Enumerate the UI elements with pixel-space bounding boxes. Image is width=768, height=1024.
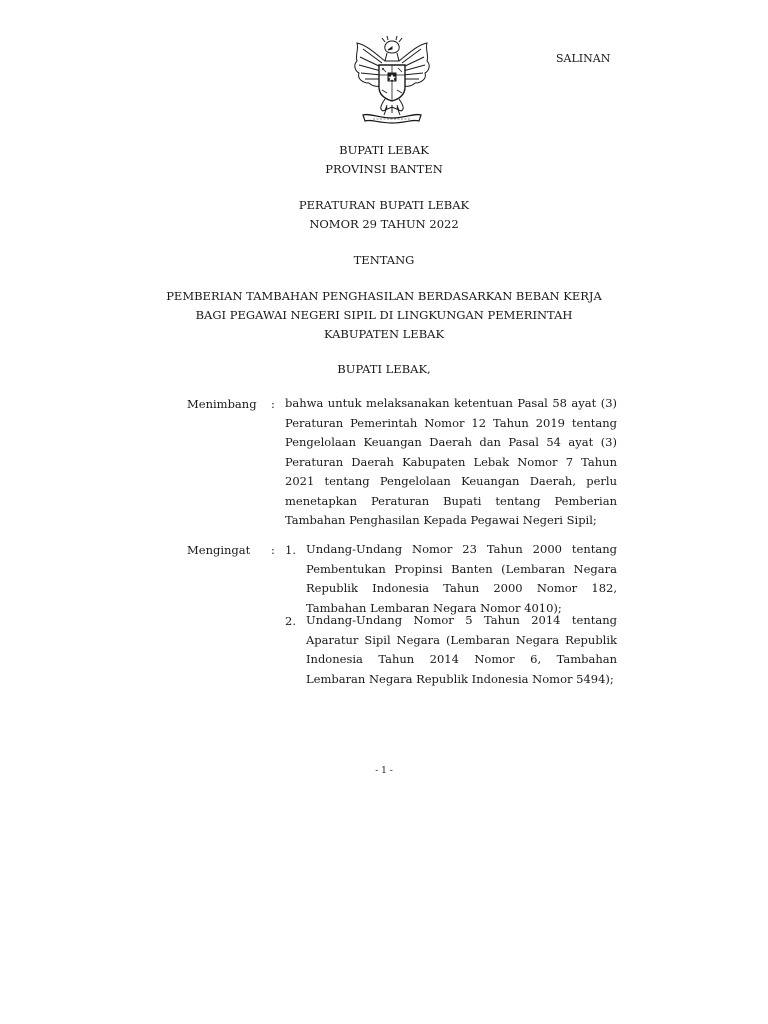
subject-line: BAGI PEGAWAI NEGERI SIPIL DI LINGKUNGAN PEMERINTAH — [195, 308, 573, 322]
mengingat-label: Mengingat — [187, 543, 251, 557]
about-label: TENTANG — [353, 253, 415, 267]
list-item-number: 1. — [285, 543, 296, 557]
menimbang-colon: : — [271, 397, 275, 411]
garuda-emblem — [349, 35, 435, 129]
list-item: Undang-Undang Nomor 5 Tahun 2014 tentang Aparatur Sipil Negara (Lembaran Negara Republik Indonesia Tahun 2014 Nomor 6, Tambahan Lembaran Negara Republik Indonesia Nomor 5494); — [306, 613, 617, 686]
list-item-number: 2. — [285, 614, 296, 628]
list-item: Undang-Undang Nomor 23 Tahun 2000 tentang Pembentukan Propinsi Banten (Lembaran Negara Republik Indonesia Tahun 2000 Nomor 182, Tambahan Lembaran Negara Nomor 4010); — [306, 542, 617, 615]
office-title: BUPATI LEBAK — [339, 143, 429, 157]
page-number: - 1 - — [375, 766, 393, 776]
province-title: PROVINSI BANTEN — [325, 162, 443, 176]
regulation-number: NOMOR 29 TAHUN 2022 — [309, 217, 459, 231]
subject-line: PEMBERIAN TAMBAHAN PENGHASILAN BERDASARKAN BEBAN KERJA — [166, 289, 602, 303]
enactor-line: BUPATI LEBAK, — [337, 362, 431, 376]
menimbang-text: bahwa untuk melaksanakan ketentuan Pasal 58 ayat (3) Peraturan Pemerintah Nomor 12 Tahun 2019 tentang Pengelolaan Keuangan Daerah dan Pasal 54 ayat (3) Peraturan Daerah Kabupaten Lebak Nomor 7 Tahun 2021 tentang Pengelolaan Keuangan Daerah, perlu menetapkan Peraturan Bupati tentang Pemberian Tambahan Penghasilan Kepada Pegawai Negeri Sipil; — [285, 396, 617, 527]
copy-mark: SALINAN — [556, 52, 611, 65]
subject-line: KABUPATEN LEBAK — [323, 327, 445, 341]
menimbang-label: Menimbang — [187, 397, 257, 411]
regulation-title: PERATURAN BUPATI LEBAK — [298, 198, 470, 212]
mengingat-colon: : — [271, 543, 275, 557]
